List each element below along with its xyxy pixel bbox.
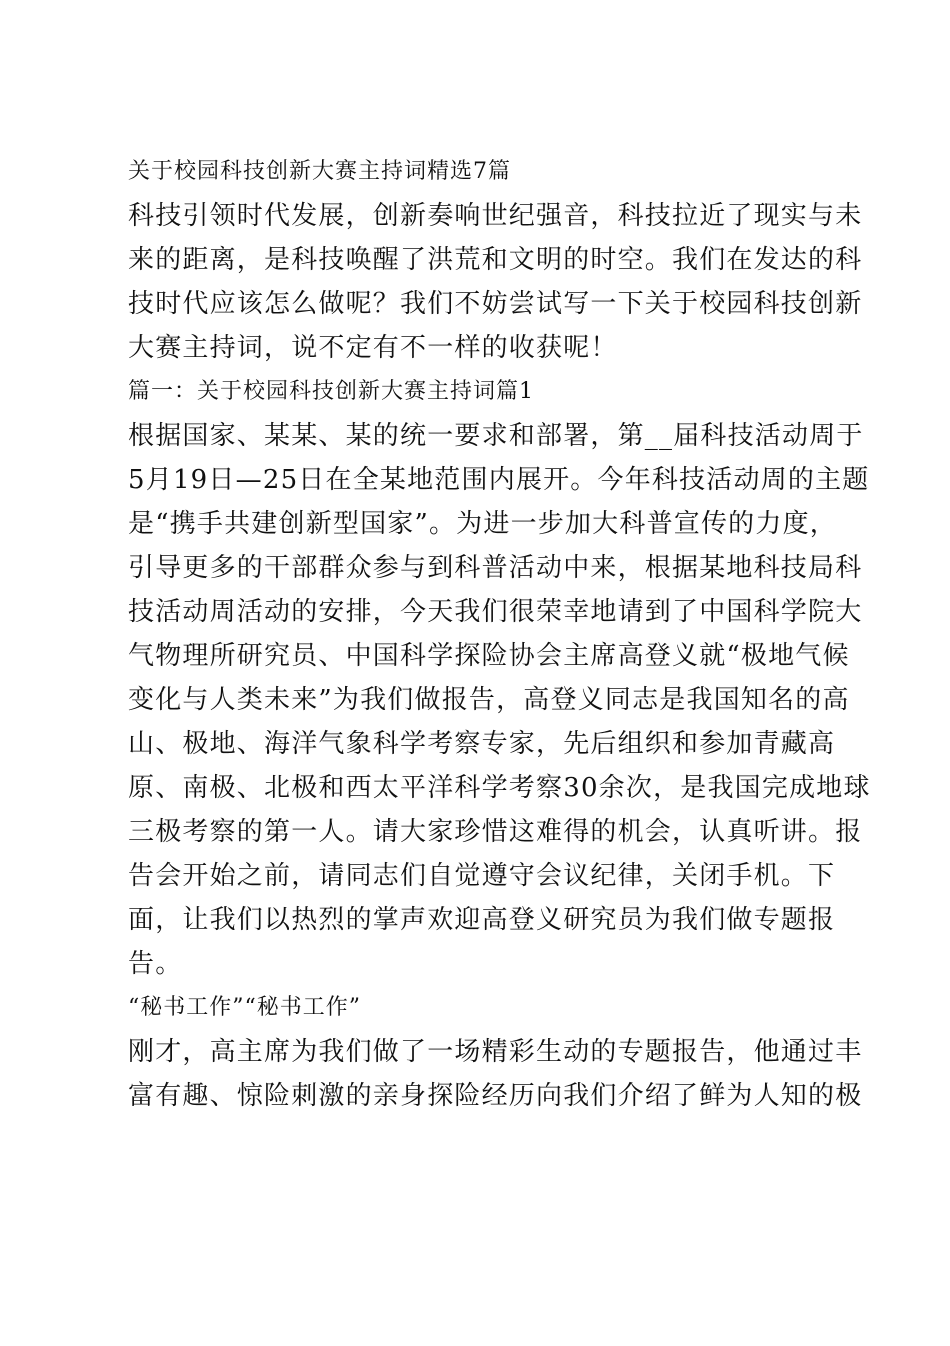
body-line: 引导更多的干部群众参与到科普活动中来，根据某地科技局科 (128, 553, 863, 583)
body-line: 三极考察的第一人。请大家珍惜这难得的机会，认真听讲。报 (128, 817, 863, 847)
body-line: 面，让我们以热烈的掌声欢迎高登义研究员为我们做专题报 (128, 905, 836, 935)
intro-line: 科技引领时代发展，创新奏响世纪强音，科技拉近了现实与未 (128, 201, 863, 231)
section-heading: 篇一：关于校园科技创新大赛主持词篇1 (128, 379, 534, 404)
document-body (128, 150, 871, 1118)
body-line: 变化与人类未来”为我们做报告，高登义同志是我国知名的高 (128, 685, 850, 715)
body-line: 根据国家、某某、某的统一要求和部署，第__届科技活动周于 (128, 421, 864, 451)
body-line: 山、极地、海洋气象科学考察专家，先后组织和参加青藏高 (128, 729, 836, 759)
intro-line: 来的距离，是科技唤醒了洪荒和文明的时空。我们在发达的科 (128, 245, 863, 275)
body-line: 5月19日—25日在全某地范围内展开。今年科技活动周的主题 (128, 465, 870, 495)
document-title: 关于校园科技创新大赛主持词精选7篇 (128, 159, 511, 184)
body-line: 告。 (128, 949, 183, 979)
body-line: 技活动周活动的安排，今天我们很荣幸地请到了中国科学院大 (128, 597, 863, 627)
quote-line: “秘书工作”“秘书工作” (128, 995, 361, 1020)
intro-line: 技时代应该怎么做呢？我们不妨尝试写一下关于校园科技创新 (128, 289, 863, 319)
body-line: 富有趣、惊险刺激的亲身探险经历向我们介绍了鲜为人知的极 (128, 1081, 863, 1111)
body-line: 气物理所研究员、中国科学探险协会主席高登义就“极地气候 (128, 641, 850, 671)
body-line: 刚才，高主席为我们做了一场精彩生动的专题报告，他通过丰 (128, 1037, 863, 1067)
body-line: 告会开始之前，请同志们自觉遵守会议纪律，关闭手机。下 (128, 861, 836, 891)
intro-line: 大赛主持词，说不定有不一样的收获呢！ (128, 333, 618, 363)
body-line: 原、南极、北极和西太平洋科学考察30余次，是我国完成地球 (128, 773, 871, 803)
body-line: 是“携手共建创新型国家”。为进一步加大科普宣传的力度， (128, 509, 837, 539)
